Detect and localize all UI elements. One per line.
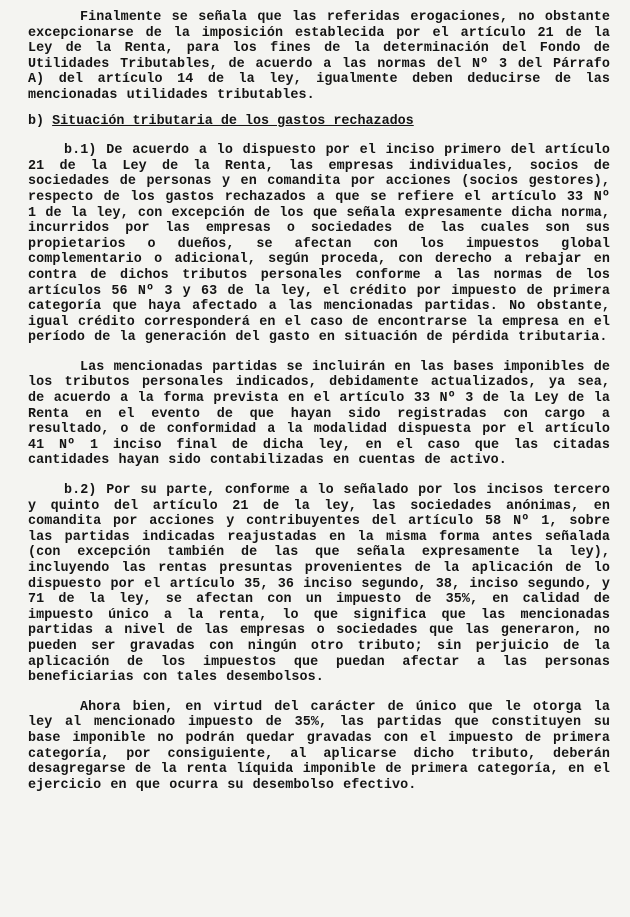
paragraph-b1-continued: Las mencionadas partidas se incluirán en las bases imponibles de los tributos personales indicados, debidamente actualizados, ya sea, de acuerdo a la forma prevista en el artículo 33 Nº 3 de la Ley de la Renta en el evento de que hayan sido registradas con cargo a resultado, o de conformidad a la modalidad dispuesta por el artículo 41 Nº 1 inciso final de dicha ley, en el caso que las citadas cantidades hayan sido contabilizadas en cuentas de activo.	[28, 359, 610, 469]
section-heading-title: Situación tributaria de los gastos rechazados	[52, 113, 414, 129]
paragraph-intro: Finalmente se señala que las referidas erogaciones, no obstante excepcionarse de la imposición establecida por el artículo 21 de la Ley de la Renta, para los fines de la determinación del Fondo de Utilidades Tributables, de acuerdo a las normas del Nº 3 del Párrafo A) del artículo 14 de la ley, igualmente deben deducirse de las mencionadas utilidades tributables.	[28, 10, 610, 103]
paragraph-b2: b.2) Por su parte, conforme a lo señalado por los incisos tercero y quinto del artículo 21 de la ley, las sociedades anónimas, en comandita por acciones y contribuyentes del artículo 58 Nº 1, sobre las partidas indicadas reajustadas en la misma forma antes señalada (con excepción también de las que señala expresamente la ley), incluyendo las rentas presuntas provenientes de la aplicación de lo dispuesto por el artículo 35, 36 inciso segundo, 38, inciso segundo, y 71 de la ley, se afectan con un impuesto de 35%, en calidad de impuesto único a la renta, lo que significa que las mencionadas partidas a nivel de las empresas o sociedades que las generaron, no pueden ser gravadas con ningún otro tributo; sin perjuicio de la aplicación de los impuestos que puedan afectar a las personas beneficiarias con tales desembolsos.	[28, 483, 610, 686]
spacer	[28, 469, 610, 483]
section-heading	[28, 114, 610, 130]
spacer	[28, 129, 610, 143]
paragraph-b2-continued: Ahora bien, en virtud del carácter de único que le otorga la ley al mencionado impuesto de 35%, las partidas que constituyen su base imponible no podrán quedar gravadas con el impuesto de primera categoría, por consiguiente, al aplicarse dicho tributo, deberán desagregarse de la renta líquida imponible de primera categoría, en el ejercicio en que ocurra su desembolso efectivo.	[28, 699, 610, 793]
spacer	[28, 346, 610, 360]
paragraph-b1: b.1) De acuerdo a lo dispuesto por el inciso primero del artículo 21 de la Ley de la Renta, las empresas individuales, socios de sociedades de personas y en comandita por acciones (socios gestores), respecto de los gastos rechazados a que se refiere el artículo 33 Nº 1 de la ley, con excepción de los que señala expresamente dicha norma, incurridos por las empresas o sociedades de las cuales son sus propietarios o dueños, se afectan con los impuestos global complementario o adicional, según proceda, con derecho a rebajar en contra de dichos tributos personales conforme a las normas de los artículos 56 Nº 3 y 63 de la ley, el crédito por impuesto de primera categoría que haya afectado a las mencionadas partidas. No obstante, igual crédito corresponderá en el caso de encontrarse la empresa en el período de la generación del gasto en situación de pérdida tributaria.	[28, 143, 610, 346]
spacer	[28, 104, 610, 114]
spacer	[28, 686, 610, 700]
section-heading-prefix: b)	[28, 113, 53, 129]
